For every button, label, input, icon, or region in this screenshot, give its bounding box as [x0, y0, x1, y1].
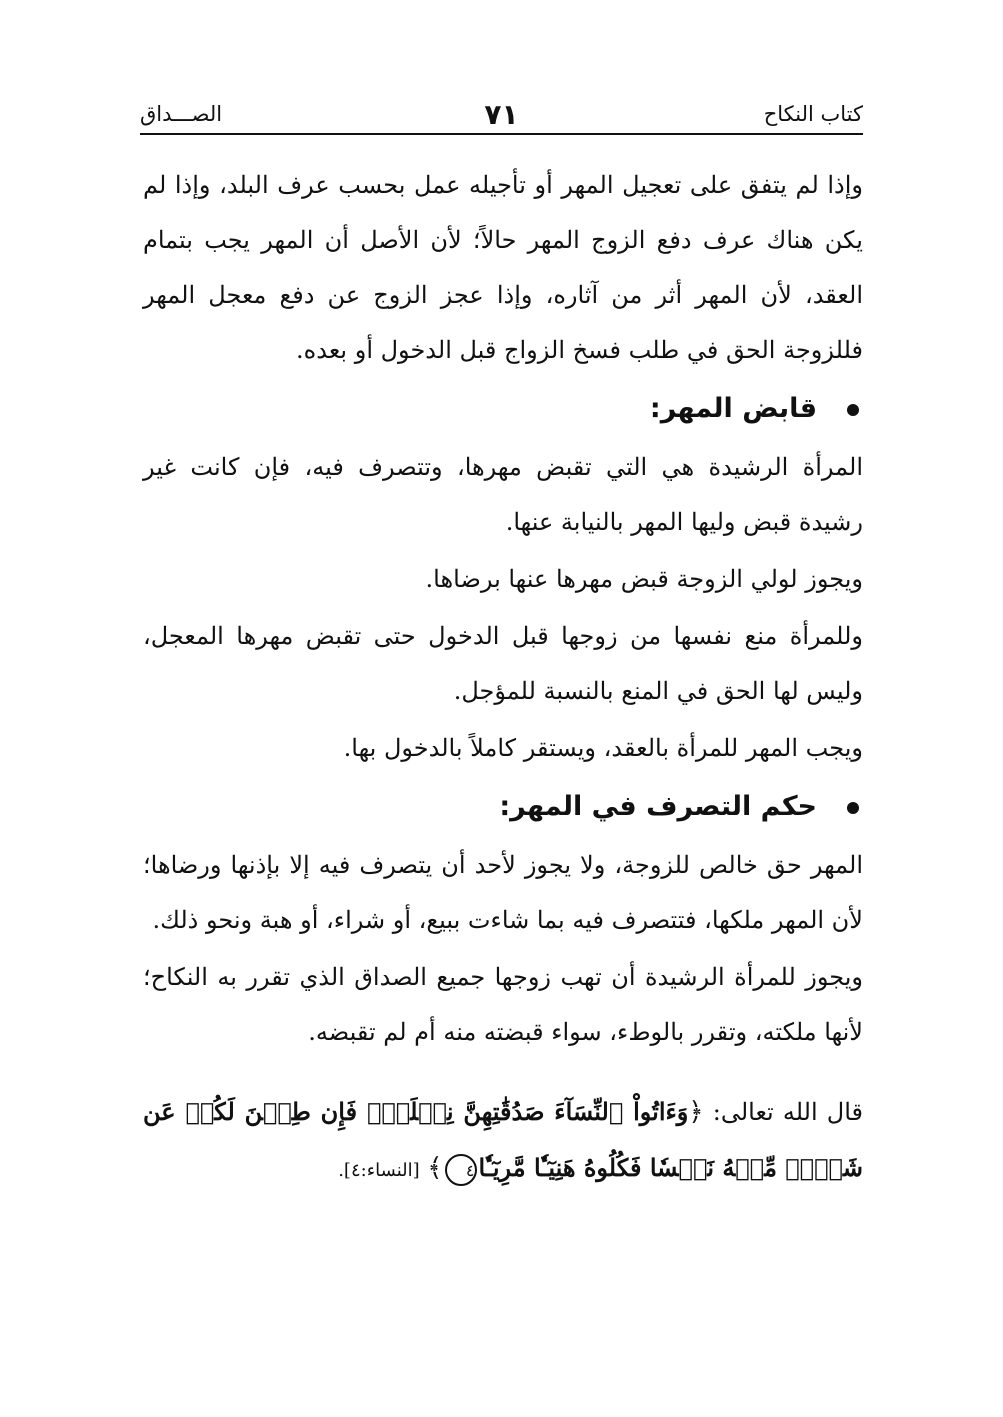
section-heading-dowry-receiver	[143, 380, 863, 438]
page-body	[143, 158, 863, 1222]
page-number: ٧١	[484, 98, 519, 131]
ornate-bracket-open: ﴿	[688, 1097, 704, 1127]
section-heading-text: حكم التصرف في المهر:	[499, 791, 817, 822]
section-heading-disposal	[143, 778, 863, 836]
paragraph-gift: ويجوز للمرأة الرشيدة أن تهب زوجها جميع الصداق الذي تقرر به النكاح؛ لأنها ملكته، وتقرر بالوطء، سواء قبضته منه أم لم تقبضه.	[143, 963, 863, 1046]
chapter-title: الصـــداق	[140, 102, 223, 126]
ayah-number-marker: ٤	[445, 1154, 477, 1186]
ornate-bracket-close: ﴾	[427, 1153, 443, 1183]
paragraph-ownership: المهر حق خالص للزوجة، ولا يجوز لأحد أن يتصرف فيه إلا بإذنها ورضاها؛ لأن المهر ملكها، فتتصرف فيه بما شاءت ببيع، أو شراء، أو هبة ونحو ذلك.	[143, 851, 863, 934]
verse-text: وَءَاتُواْ ٱلنِّسَآءَ صَدُقَٰتِهِنَّ نِحۡلَةٗۚ فَإِن طِبۡنَ لَكُمۡ عَن شَيۡءٖ مِّنۡهُ نَفۡسٗا فَكُلُوهُ هَنِيٓـٔٗا مَّرِيٓـٔٗا	[143, 1097, 863, 1182]
quran-citation	[143, 1084, 863, 1198]
book-title: كتاب النكاح	[763, 102, 863, 126]
surah-reference: [النساء:٤].	[338, 1160, 420, 1181]
paragraph-obligation: ويجب المهر للمرأة بالعقد، ويستقر كاملاً بالدخول بها.	[343, 734, 863, 762]
section-heading-text: قابض المهر:	[649, 393, 817, 424]
bullet-icon	[847, 802, 859, 814]
running-header	[140, 98, 863, 134]
verse-intro: قال الله تعالى:	[712, 1098, 863, 1126]
header-divider	[140, 133, 863, 135]
paragraph-withholding: وللمرأة منع نفسها من زوجها قبل الدخول حتى تقبض مهرها المعجل، وليس لها الحق في المنع بالنسبة للمؤجل.	[143, 622, 863, 705]
paragraph-guardian: ويجوز لولي الزوجة قبض مهرها عنها برضاها.	[425, 565, 863, 593]
paragraph-deferred-dowry: وإذا لم يتفق على تعجيل المهر أو تأجيله عمل بحسب عرف البلد، وإذا لم يكن هناك عرف دفع الزوج المهر حالاً؛ لأن الأصل أن المهر يجب بتمام العقد، لأن المهر أثر من آثاره، وإذا عجز الزوج عن دفع معجل المهر فللزوجة الحق في طلب فسخ الزواج قبل الدخول أو بعده.	[143, 171, 863, 364]
bullet-icon	[847, 404, 859, 416]
paragraph-receiver: المرأة الرشيدة هي التي تقبض مهرها، وتتصرف فيه، فإن كانت غير رشيدة قبض وليها المهر بالنيابة عنها.	[143, 453, 863, 536]
